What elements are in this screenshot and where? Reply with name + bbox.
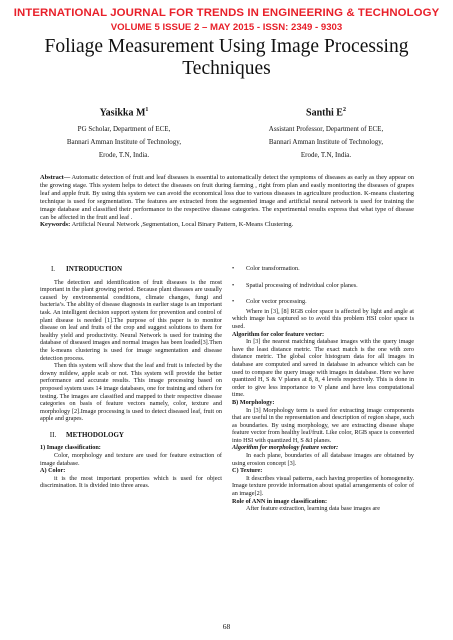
hsi-paragraph: Where in [3], [8] RGB color space is affected by light and angle at which image has captured so to avoid this problem HSI color space is used.	[232, 307, 414, 330]
author-institute: Bannari Amman Institute of Technology,	[268, 138, 384, 147]
subheading-color: A) Color:	[40, 467, 66, 475]
subheading-morphology: B) Morphology:	[232, 398, 275, 406]
subheading-texture: C) Texture:	[232, 467, 263, 475]
image-classification-text: Color, morphology and texture are used for feature extraction of image database.	[40, 452, 222, 467]
page-number: 68	[222, 622, 231, 631]
subheading-morphology-algorithm: Algorithm for morphology feature vector:	[232, 444, 339, 452]
abstract-label: Abstract—	[40, 174, 71, 181]
author-block-1	[24, 103, 224, 162]
author-institute: Bannari Amman Institute of Technology,	[66, 138, 182, 147]
color-text: it is the most important properties which is used for object discrimination. It is divided into three areas.	[40, 474, 222, 490]
morphology-text: In [3] Morphology term is used for extracting image components that are useful in the representation and description of region shape, such as boundaries. By using morphology, we are extracting disease shape feature vector from healthy leaf/fruit. Like color, RGB space is converted into HSI with quantized H, S &I planes.	[232, 406, 414, 444]
paper-title: Foliage Measurement Using Image Processing Techniques	[44, 36, 409, 79]
color-algorithm-text: In [3] the nearest matching database images with the query image have the least distance metric. The exact match is the one with zero distance metric. The global color histogram data for all images in database are computed and saved in database in advance which can be used to compare the query image with images in database. Here we have quantized H, S & V planes at 8, 8, 4 levels respectively. This is done in order to give less importance to V plane and have less computational time.	[232, 338, 414, 399]
list-item: • Spatial processing of individual color planes.	[232, 281, 358, 289]
section-heading-methodology: II. METHODOLOGY	[49, 430, 124, 439]
abstract	[40, 174, 414, 223]
list-item: • Color transformation.	[232, 265, 300, 272]
journal-name: INTERNATIONAL JOURNAL FOR TRENDS IN ENGINEERING & TECHNOLOGY	[13, 7, 440, 19]
subheading-color-algorithm: Algorithm for color feature vector:	[232, 330, 325, 338]
texture-text: It describes visual patterns, each having properties of homogeneity. Image texture provide information about spatial arrangements of color of an image[2].	[232, 474, 414, 498]
keywords	[40, 221, 414, 229]
intro-paragraph-1: The detection and identification of fruit diseases is the most important in the plant growing period. Because plant diseases are usually caused by environmental conditions, climate changes, fungi and bacteria’s. The ability of disease diagnosis in earlier stage is an important task. An intelligent decision support system for prevention and control of plant disease is needed [1].The purpose of this paper is to monitor disease on leaf and fruits of the crop and suggest solutions to them for healthy yield and productivity. Neural Network is used for training the database of diseased images and normal images has been loaded[3].Then the k-means clustering is used for image segmentation and disease detection process.	[40, 278, 222, 362]
author-name: Yasikka $M^1$	[99, 107, 149, 119]
keywords-label: Keywords:	[40, 221, 71, 228]
abstract-text: Automatic detection of fruit and leaf diseases is essential to automatically detect the symptoms of diseases as early as they appear on the growing stage. This system helps to detect the diseases on fruit during farming , right from plan and easily monitoring the diseases of grapes leaf and apple fruit. By using this system we can avoid the economical loss due to various diseases in agriculture production. K-means clustering technique is used for segmentation. The features are extracted from the segmented image and artificial neural network is used for training the image database and classified their performance to the respective disease categories. The experimental results express that what type of disease can be affected in the fruit and leaf .	[40, 174, 414, 222]
author-name: Santhi $E^2$	[306, 107, 346, 119]
ann-role-text: After feature extraction, learning data base images are	[246, 505, 380, 513]
keywords-text: Artificial Neural Network ,Segmentation, Local Binary Pattern, K-Means Clustering.	[70, 221, 294, 228]
section-heading-introduction: I. INTRODUCTION	[50, 265, 123, 273]
list-item: • Color vector processing.	[232, 298, 307, 306]
subheading-image-classification: 1) Image classification:	[40, 444, 101, 452]
subheading-ann-role: Role of ANN in image classification:	[232, 497, 328, 505]
author-role: PG Scholar, Department of ECE,	[77, 125, 171, 134]
left-column	[40, 262, 222, 490]
author-location: Erode, T.N, India.	[98, 151, 150, 160]
right-column	[232, 262, 414, 513]
author-role: Assistant Professor, Department of ECE,	[268, 125, 384, 134]
journal-volume: VOLUME 5 ISSUE 2 – MAY 2015 - ISSN: 2349 - 9303	[110, 22, 343, 33]
intro-paragraph-2: Then this system will show that the leaf and fruit is infected by the downy mildew, apple scab or not. This system will provide the better performance and accurate results. This image processing based on proposed system uses 14 image databases, one for training and others for testing. The images are classified and mapped to their respective disease categories on basis of feature vectors namely, color, texture and morphology [2].Image processing is used to detect diseased leaf, fruit on apple and grapes.	[40, 362, 222, 423]
author-location: Erode, T.N, India.	[300, 151, 352, 160]
morphology-algorithm-text: In each plane, boundaries of all database images are obtained by using erosion concept [3].	[232, 452, 414, 467]
author-block-2	[226, 103, 426, 162]
